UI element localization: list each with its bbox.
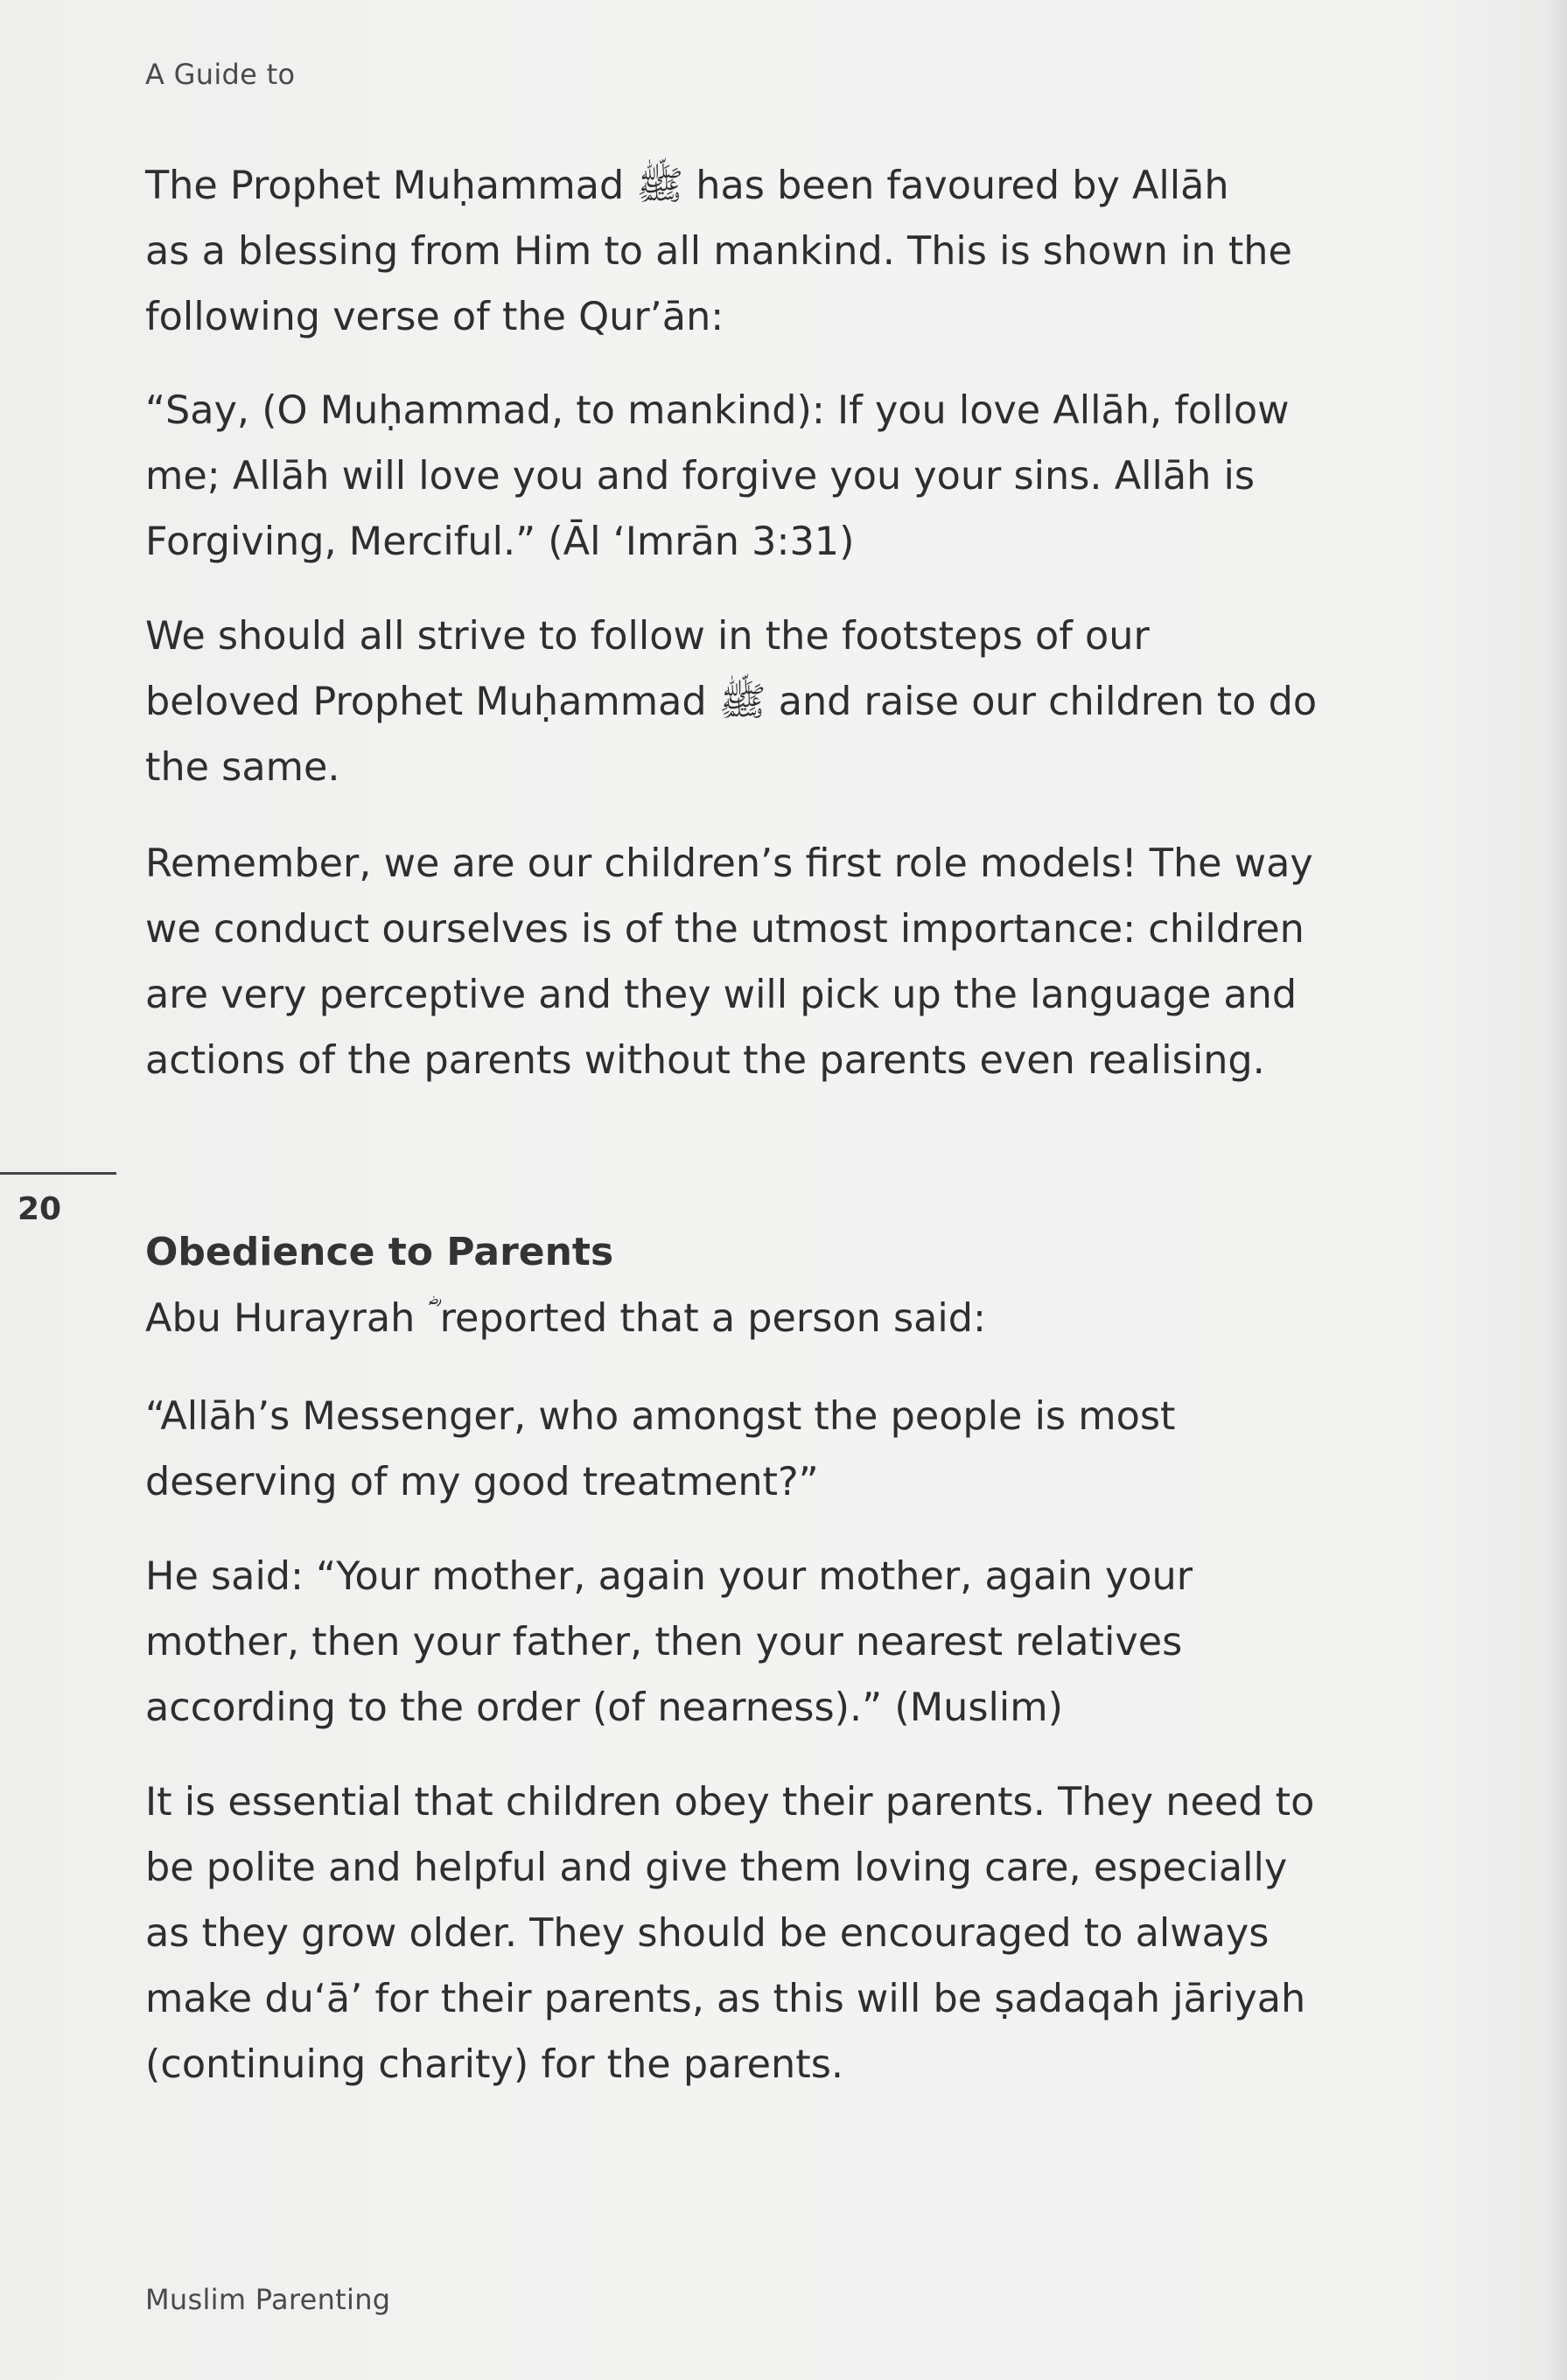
paragraph-intro: The Prophet Muḥammad ﷺ has been favoured by Allāh as a blessing from Him to all mankind. This is shown in the following verse of the Qur’ān:: [145, 164, 1292, 339]
page-edge-shadow: [1548, 0, 1567, 2380]
hadith-answer: He said: “Your mother, again your mother, again your mother, then your father, then your nearest relatives according to the order (of nearness).” (Muslim): [145, 1554, 1193, 1730]
page-number-rule: [0, 1172, 116, 1175]
paragraph-footsteps: We should all strive to follow in the footsteps of our beloved Prophet Muḥammad ﷺ and raise our children to do the same.: [145, 614, 1318, 790]
running-head: A Guide to: [145, 58, 296, 91]
hadith-question: “Allāh’s Messenger, who amongst the people is most deserving of my good treatment?”: [145, 1394, 1176, 1504]
quran-quote: “Say, (O Muḥammad, to mankind): If you love Allāh, follow me; Allāh will love you and forgive you your sins. Allāh is Forgiving, Merciful.” (Āl ‘Imrān 3:31): [145, 388, 1290, 564]
paragraph-role-models: Remember, we are our children’s first role models! The way we conduct ourselves is of the utmost importance: children are very perceptive and they will pick up the language and actions of the parents without the parents even realising.: [145, 841, 1313, 1083]
page-number: 20: [17, 1191, 62, 1227]
paragraph-obedience: It is essential that children obey their parents. They need to be polite and helpful and give them loving care, especially as they grow older. They should be encouraged to always make du‘ā’ for their parents, as this will be ṣadaqah jāriyah (continuing charity) for the parents.: [145, 1780, 1315, 2087]
paragraph-hadith-intro: Abu Hurayrah ؓ reported that a person said:: [145, 1296, 987, 1341]
section-heading: Obedience to Parents: [145, 1230, 614, 1274]
running-foot: Muslim Parenting: [145, 2283, 391, 2316]
